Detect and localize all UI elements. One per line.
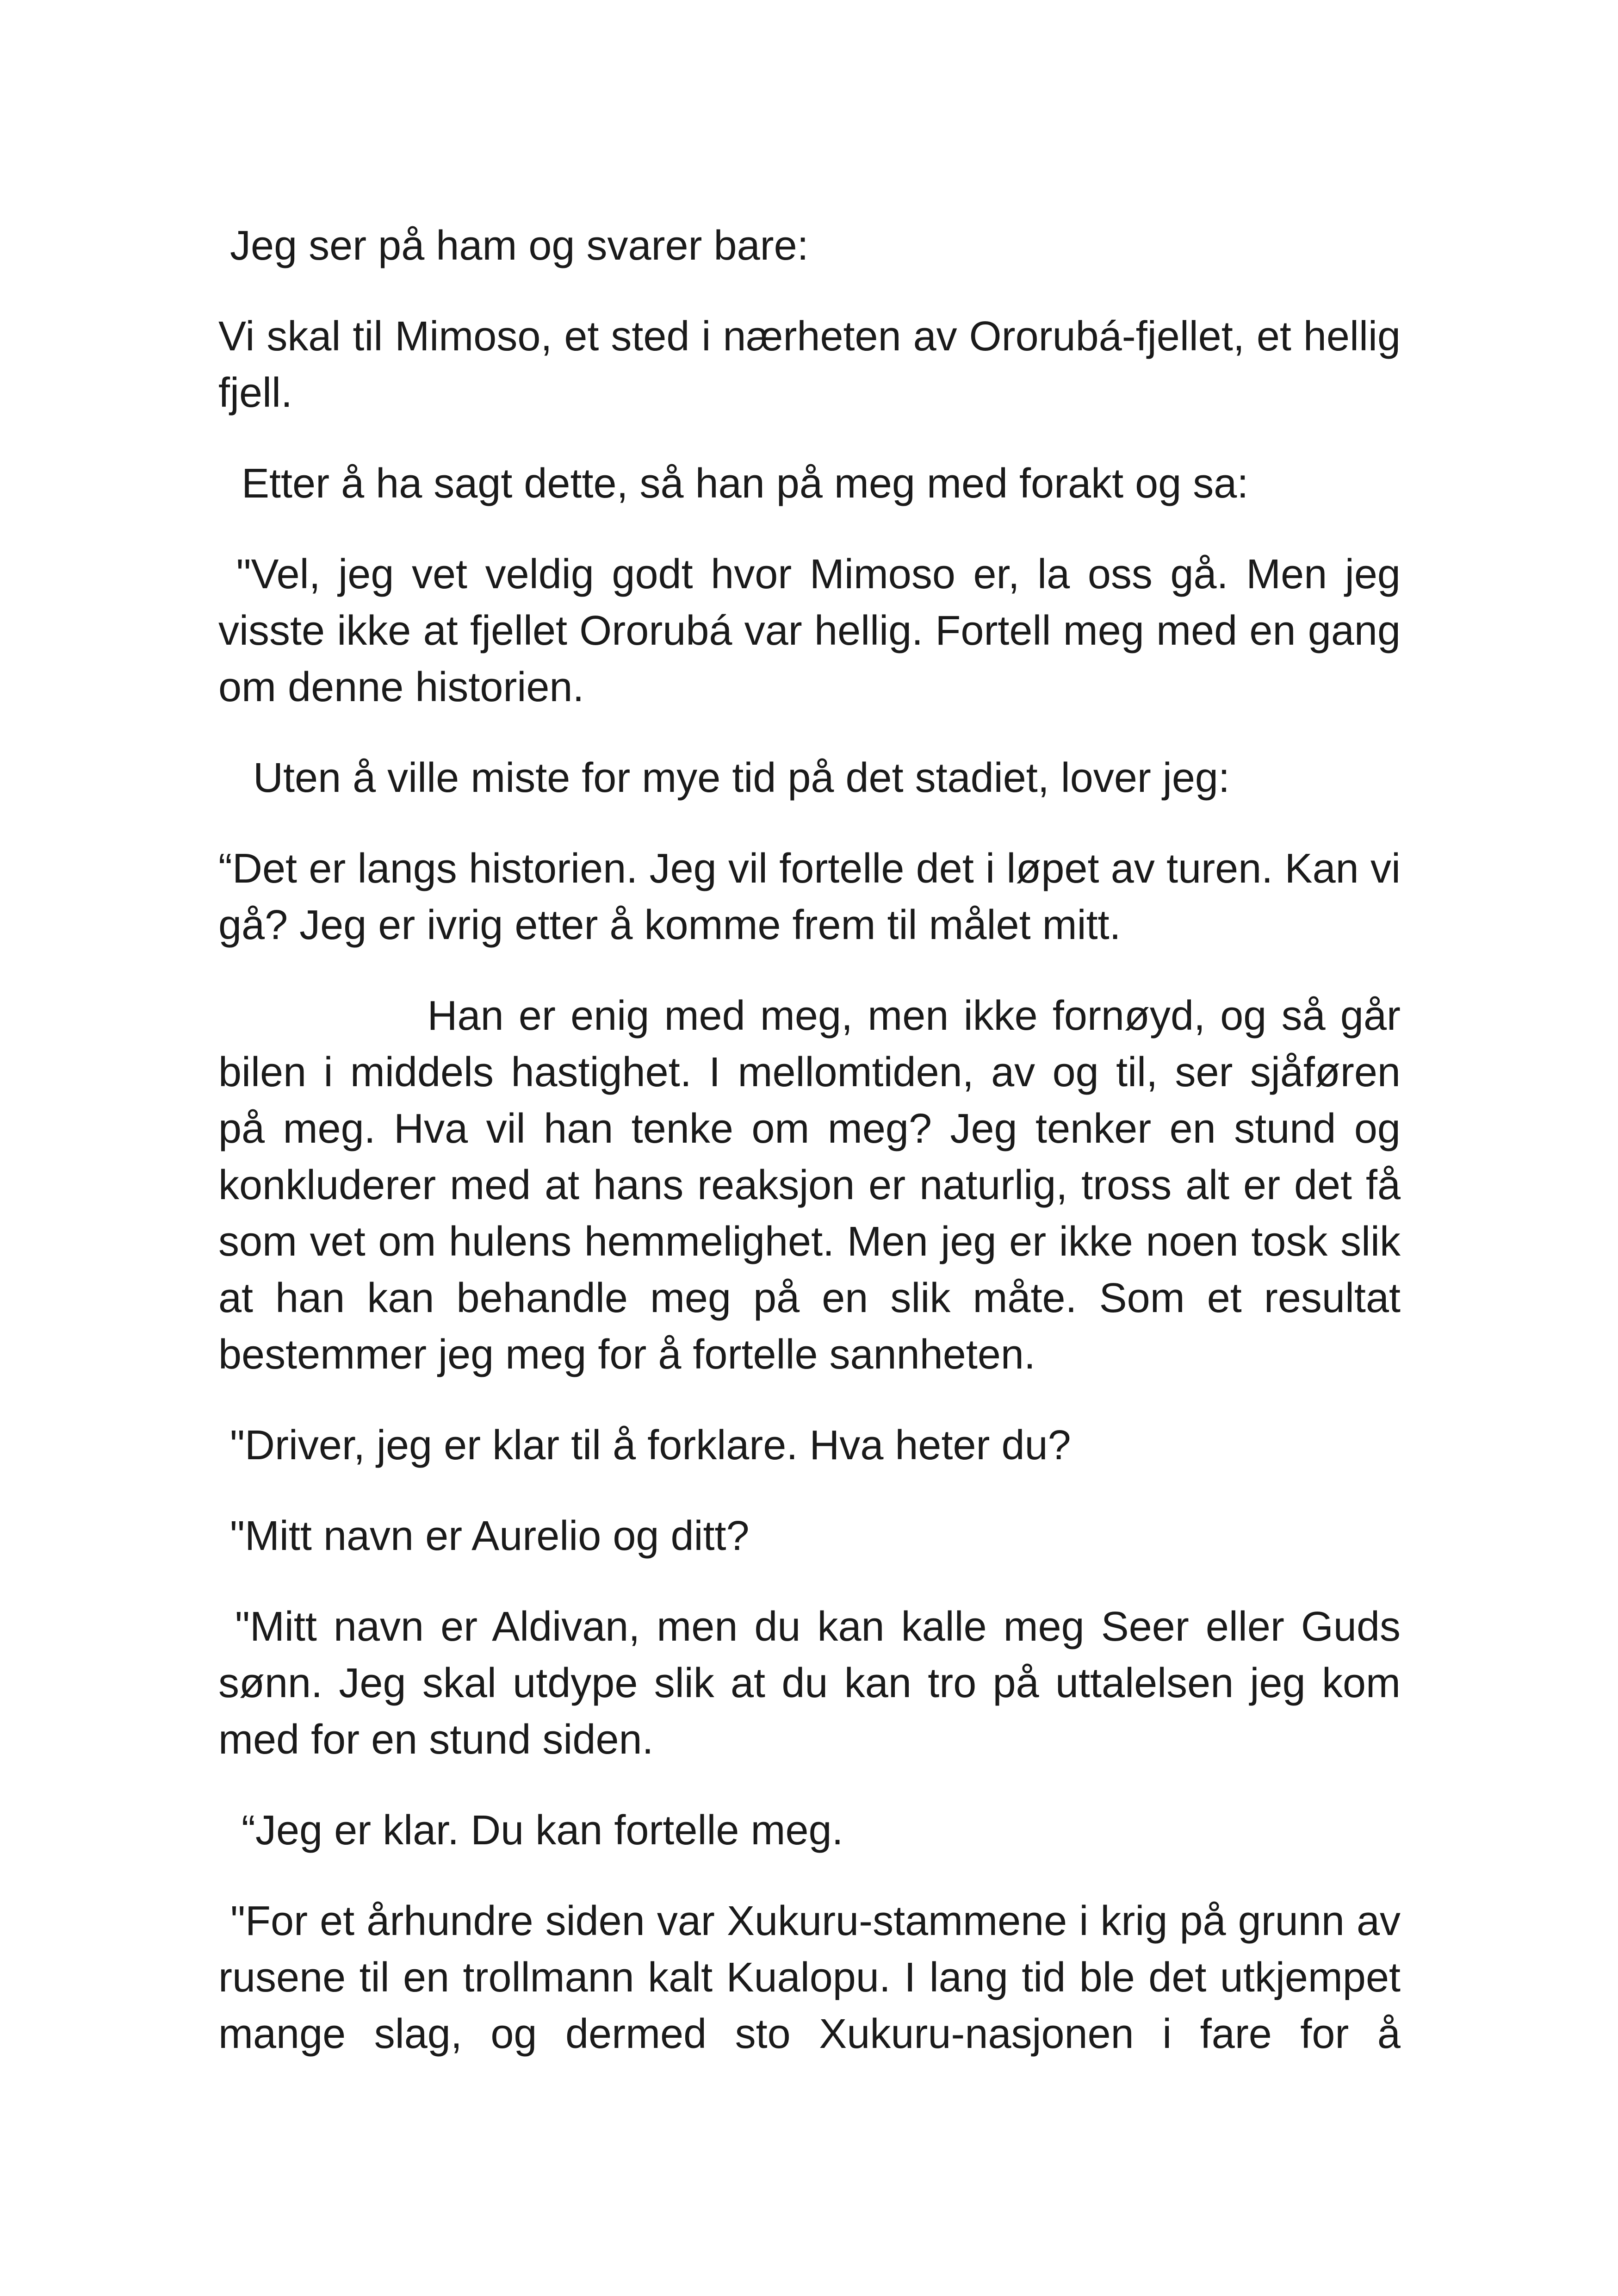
paragraph: "Mitt navn er Aurelio og ditt? — [218, 1513, 750, 1559]
paragraph: Vi skal til Mimoso, et sted i nærheten av Ororubá-fjellet, et hellig fjell. — [218, 313, 1413, 416]
paragraph: Jeg ser på ham og svarer bare: — [218, 223, 809, 269]
paragraph: "Vel, jeg vet veldig godt hvor Mimoso er, la oss gå. Men jeg visste ikke at fjellet Ororubá var hellig. Fortell meg med en gang om denne historien. — [218, 551, 1413, 710]
paragraph: "For et århundre siden var Xukuru-stammene i krig på grunn av rusene til en trollmann kalt Kualopu. I lang tid ble det utkjempet mange slag, og dermed sto Xukuru-nasjonen i fare for å — [218, 1898, 1413, 2057]
paragraph: Etter å ha sagt dette, så han på meg med forakt og sa: — [218, 460, 1249, 507]
paragraph: “Jeg er klar. Du kan fortelle meg. — [218, 1807, 843, 1854]
paragraph: “Det er langs historien. Jeg vil fortelle det i løpet av turen. Kan vi gå? Jeg er ivrig etter å komme frem til målet mitt. — [218, 846, 1413, 948]
body-text — [218, 218, 1413, 2097]
paragraph: Uten å ville miste for mye tid på det stadiet, lover jeg: — [218, 755, 1230, 801]
paragraph: "Driver, jeg er klar til å forklare. Hva heter du? — [218, 1422, 1071, 1468]
paragraph: Han er enig med meg, men ikke fornøyd, og så går bilen i middels hastighet. I mellomtiden, av og til, ser sjåføren på meg. Hva vil han tenke om meg? Jeg tenker en stund og konkluderer med at hans reaksjon er naturlig, tross alt er det få som vet om hulens hemmelighet. Men jeg er ikke noen tosk slik at han kan behandle meg på en slik måte. Som et resultat bestemmer jeg meg for å fortelle sannheten. — [218, 993, 1413, 1378]
paragraph: "Mitt navn er Aldivan, men du kan kalle meg Seer eller Guds sønn. Jeg skal utdype slik at du kan tro på uttalelsen jeg kom med for en stund siden. — [218, 1604, 1413, 1763]
